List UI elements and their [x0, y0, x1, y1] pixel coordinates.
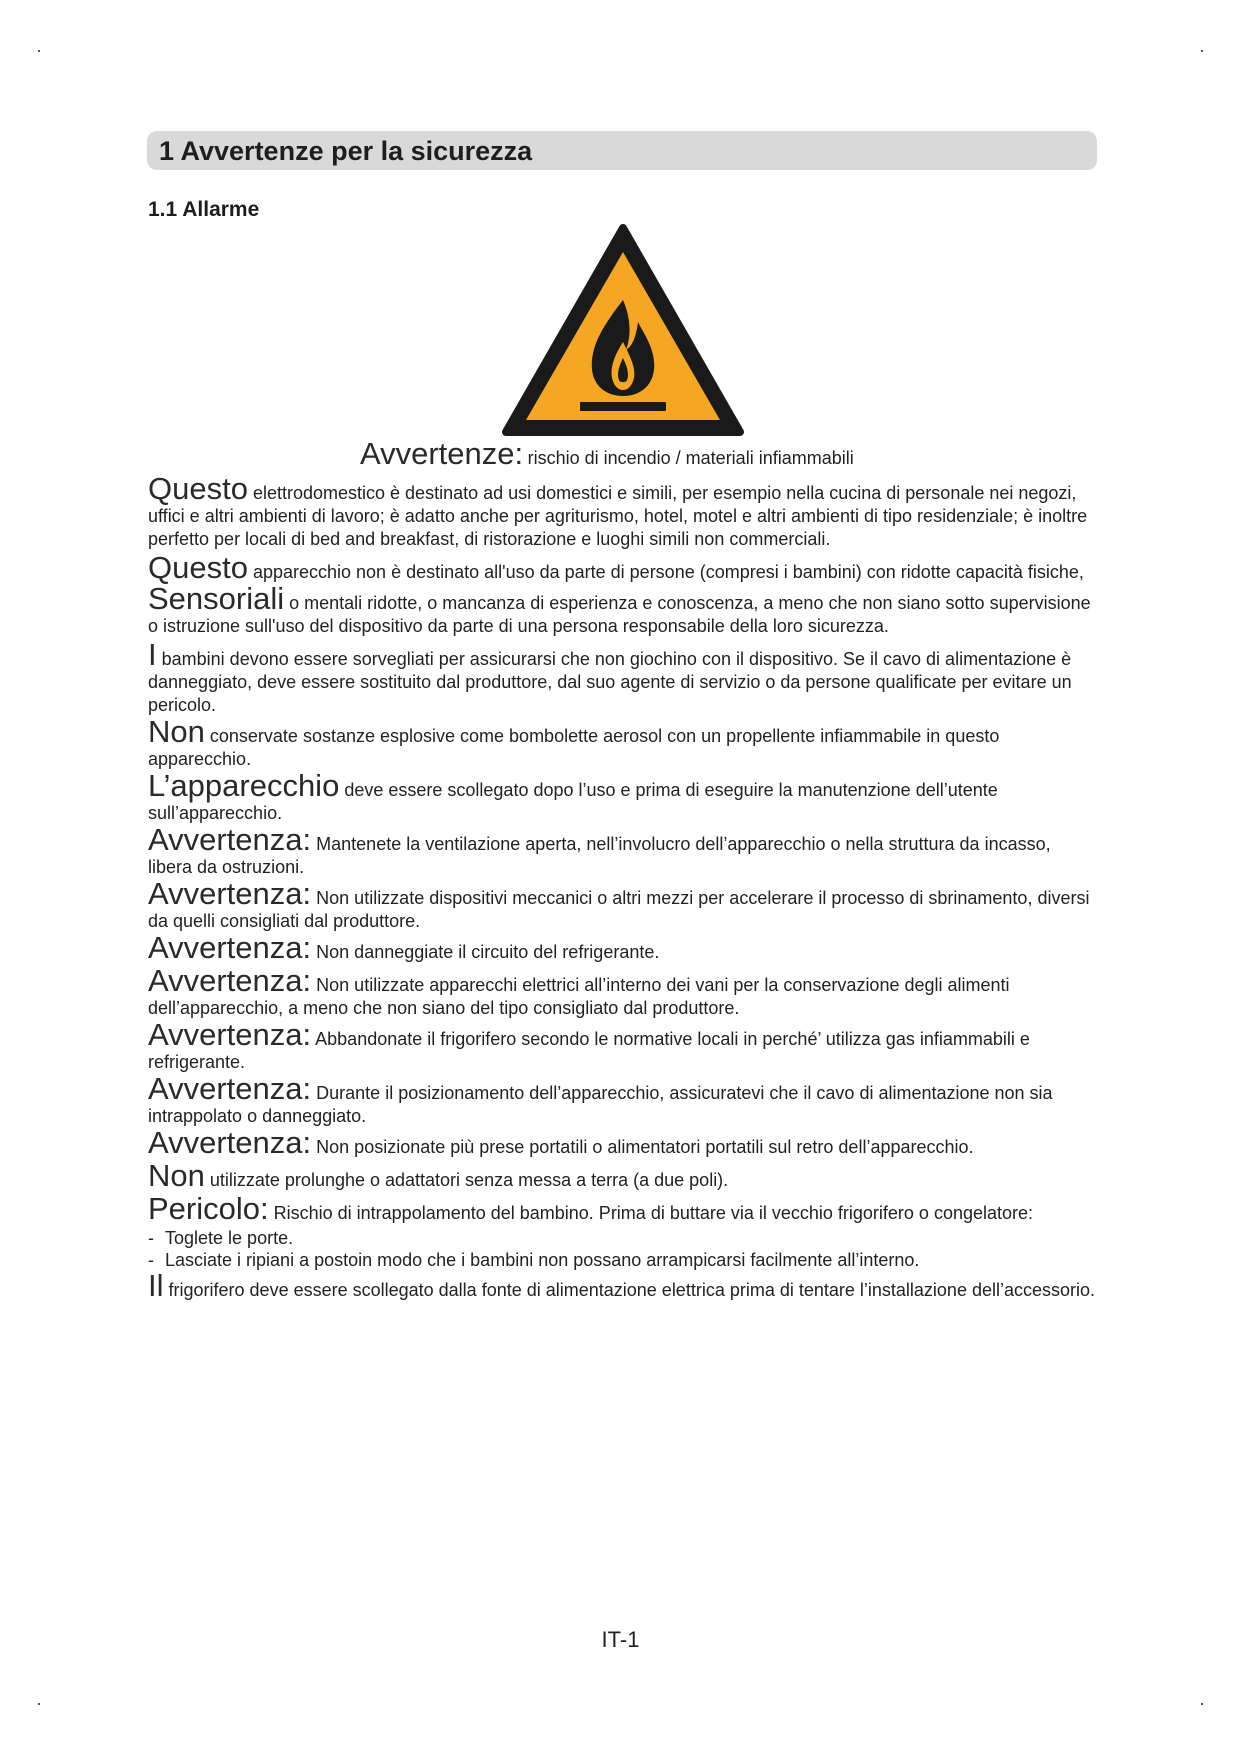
paragraph-text: Non utilizzate dispositivi meccanici o altri mezzi per accelerare il processo di sbrinamento, diversi da quelli consigliati dal produttore. — [148, 888, 1090, 931]
warning-caption — [360, 436, 854, 472]
paragraph-text: deve essere scollegato dopo l’uso e prima di eseguire la manutenzione dell’utente sull’apparecchio. — [148, 780, 998, 823]
subsection-title: 1.1 Allarme — [148, 198, 260, 221]
page-number: IT-1 — [601, 1627, 640, 1652]
paragraph-lead: Pericolo: — [148, 1191, 269, 1226]
paragraph-lead: Questo — [148, 471, 248, 506]
paragraph — [148, 1071, 1098, 1128]
paragraph-text: Durante il posizionamento dell’apparecchio, assicuratevi che il cavo di alimentazione non sia intrappolato o danneggiato. — [148, 1083, 1053, 1126]
crop-mark — [1201, 50, 1203, 52]
paragraph-text: conservate sostanze esplosive come bombolette aerosol con un propellente infiammabile in questo apparecchio. — [148, 726, 1000, 769]
paragraph — [148, 876, 1098, 933]
crop-mark — [38, 1703, 40, 1705]
paragraph — [148, 637, 1098, 717]
paragraph-text: o mentali ridotte, o mancanza di esperienza e conoscenza, a meno che non siano sotto supervisione o istruzione sull'uso del dispositivo da parte di una persona responsabile della loro sicurezza. — [148, 593, 1091, 636]
paragraph — [148, 1191, 1098, 1226]
paragraph-lead: Avvertenza: — [148, 822, 312, 857]
paragraph-lead: I — [148, 637, 157, 672]
section-title: 1 Avvertenze per la sicurezza — [159, 136, 533, 166]
instruction-list — [148, 1227, 1098, 1271]
paragraph — [148, 471, 1098, 551]
paragraph-text: Abbandonate il frigorifero secondo le normative locali in perché’ utilizza gas infiammabili e refrigerante. — [148, 1029, 1030, 1072]
paragraph — [148, 822, 1098, 879]
paragraph-lead: Avvertenza: — [148, 876, 312, 911]
paragraph-lead: Avvertenza: — [148, 963, 312, 998]
paragraph-lead: Non — [148, 714, 205, 749]
paragraph — [148, 1158, 1098, 1193]
paragraph-text: Non danneggiate il circuito del refrigerante. — [316, 942, 660, 962]
paragraph-lead: Avvertenza: — [148, 1071, 312, 1106]
paragraph — [148, 1268, 1098, 1303]
crop-mark — [1201, 1703, 1203, 1705]
paragraph — [148, 581, 1098, 638]
paragraph-text: apparecchio non è destinato all'uso da parte di persone (compresi i bambini) con ridotte capacità fisiche, — [252, 562, 1084, 582]
paragraph-text: frigorifero deve essere scollegato dalla fonte di alimentazione elettrica prima di tentare l’installazione dell’accessorio. — [168, 1280, 1096, 1300]
flammable-warning-icon — [500, 222, 746, 440]
paragraph-lead: L’apparecchio — [148, 768, 340, 803]
paragraph-lead: Sensoriali — [148, 581, 285, 616]
list-item-text: Toglete le porte. — [165, 1228, 294, 1248]
paragraph-text: Non utilizzate apparecchi elettrici all’interno dei vani per la conservazione degli alimenti dell’apparecchio, a meno che non siano del tipo consigliato dal produttore. — [148, 975, 1010, 1018]
paragraph-text: Mantenete la ventilazione aperta, nell’involucro dell’apparecchio o nella struttura da incasso, libera da ostruzioni. — [148, 834, 1051, 877]
section-header-bar — [147, 131, 1097, 170]
crop-mark — [38, 50, 40, 52]
list-item-text: Lasciate i ripiani a postoin modo che i bambini non possano arrampicarsi facilmente all’interno. — [165, 1250, 920, 1270]
paragraph-text: Rischio di intrappolamento del bambino. Prima di buttare via il vecchio frigorifero o congelatore: — [273, 1203, 1034, 1223]
paragraph-text: elettrodomestico è destinato ad usi domestici e simili, per esempio nella cucina di personale nei negozi, uffici e altri ambienti di lavoro; è adatto anche per agriturismo, hotel, motel e altri ambienti di tipo residenziale; è inoltre perfetto per locali di bed and breakfast, di ristorazione e luoghi simili non commerciali. — [148, 483, 1088, 549]
safety-text — [148, 471, 1098, 1303]
paragraph-text: bambini devono essere sorvegliati per assicurarsi che non giochino con il dispositivo. Se il cavo di alimentazione è danneggiato, deve essere sostituito dal produttore, dal suo agente di servizio o da persone qualificate per evitare un pericolo. — [148, 649, 1072, 715]
list-item — [148, 1227, 1098, 1249]
paragraph-lead: Avvertenza: — [148, 930, 312, 965]
list-marker: - — [148, 1228, 154, 1248]
paragraph — [148, 963, 1098, 1020]
paragraph-text: Non posizionate più prese portatili o alimentatori portatili sul retro dell’apparecchio. — [316, 1137, 974, 1157]
list-item — [148, 1249, 1098, 1271]
paragraph-lead: Non — [148, 1158, 205, 1193]
paragraph-lead: Questo — [148, 550, 248, 585]
paragraph — [148, 1125, 1098, 1160]
list-marker: - — [148, 1250, 154, 1270]
paragraph-lead: Avvertenza: — [148, 1125, 312, 1160]
paragraph — [148, 930, 1098, 965]
paragraph-lead: Avvertenza: — [148, 1017, 312, 1052]
paragraph — [148, 768, 1098, 825]
caption-text: rischio di incendio / materiali infiammabili — [527, 448, 854, 468]
paragraph-lead: Il — [148, 1268, 164, 1303]
paragraph — [148, 714, 1098, 771]
caption-lead: Avvertenze: — [360, 436, 524, 471]
paragraph — [148, 550, 1098, 585]
paragraph — [148, 1017, 1098, 1074]
paragraph-text: utilizzate prolunghe o adattatori senza messa a terra (a due poli). — [209, 1170, 729, 1190]
